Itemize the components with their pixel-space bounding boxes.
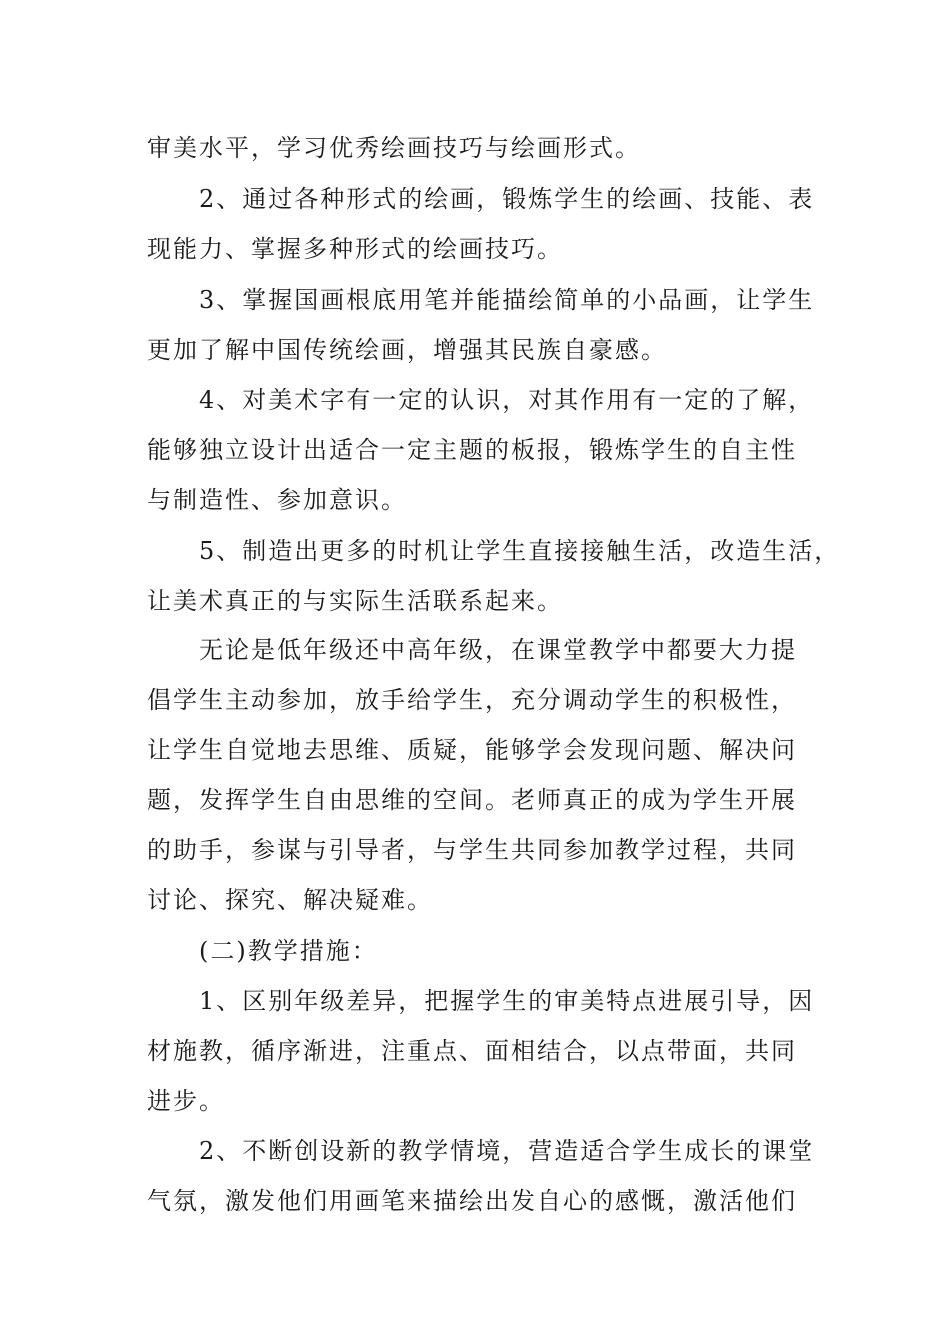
section-heading: (二)教学措施：	[199, 937, 378, 965]
text-line: 现能力、掌握多种形式的绘画技巧。	[147, 235, 563, 263]
text-line: 进步。	[147, 1087, 225, 1115]
text-line: 1、区别年级差异，把握学生的审美特点进展引导，因	[199, 987, 815, 1015]
text-line: 讨论、探究、解决疑难。	[147, 886, 433, 914]
text-line: 更加了解中国传统绘画，增强其民族自豪感。	[147, 336, 667, 364]
text-line: 的助手，参谋与引导者，与学生共同参加教学过程，共同	[147, 836, 797, 864]
text-line: 4、对美术字有一定的认识，对其作用有一定的了解，	[199, 386, 815, 414]
text-line: 能够独立设计出适合一定主题的板报，锻炼学生的自主性	[147, 436, 797, 464]
text-line: 与制造性、参加意识。	[147, 486, 407, 514]
text-line: 材施教，循序渐进，注重点、面相结合，以点带面，共同	[147, 1037, 797, 1065]
text-line: 5、制造出更多的时机让学生直接接触生活，改造生活，	[199, 537, 841, 565]
text-line: 3、掌握国画根底用笔并能描绘简单的小品画，让学生	[199, 286, 815, 314]
text-line: 让美术真正的与实际生活联系起来。	[147, 587, 563, 615]
text-line: 题，发挥学生自由思维的空间。老师真正的成为学生开展	[147, 786, 797, 814]
text-line: 2、不断创设新的教学情境，营造适合学生成长的课堂	[199, 1137, 815, 1165]
text-line: 让学生自觉地去思维、质疑，能够学会发现问题、解决问	[147, 736, 797, 764]
text-line: 审美水平，学习优秀绘画技巧与绘画形式。	[147, 134, 641, 162]
text-line: 2、通过各种形式的绘画，锻炼学生的绘画、技能、表	[199, 185, 815, 213]
text-line: 倡学生主动参加，放手给学生，充分调动学生的积极性，	[147, 686, 797, 714]
text-line: 无论是低年级还中高年级，在课堂教学中都要大力提	[199, 636, 797, 664]
text-line: 气氛，激发他们用画笔来描绘出发自心的感慨，激活他们	[147, 1187, 797, 1215]
